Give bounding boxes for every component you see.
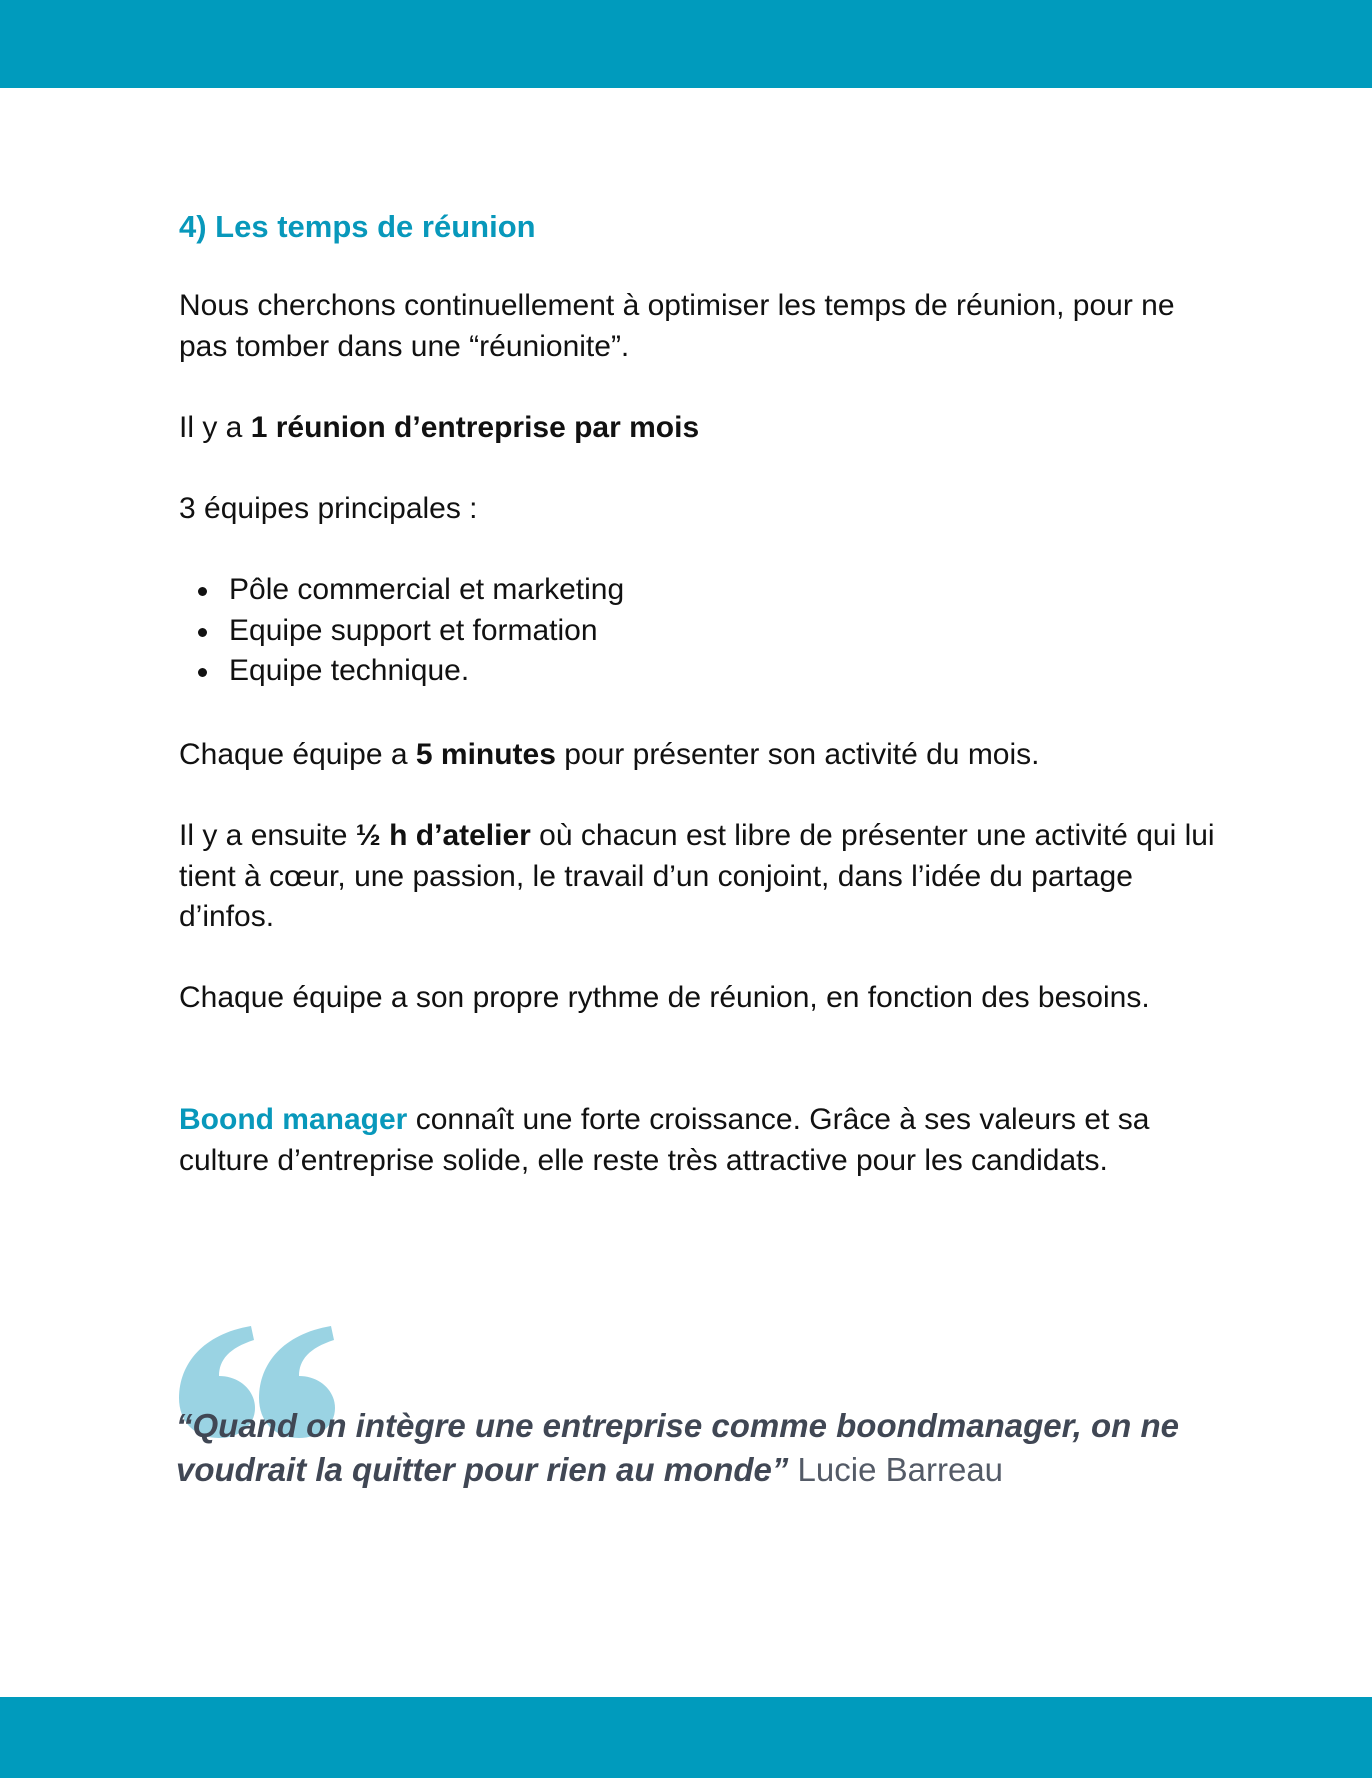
five-minutes-highlight: 5 minutes [415,738,556,771]
teams-list [179,570,624,692]
testimonial-quote [176,1404,1216,1492]
team-time-paragraph: Chaque équipe a 5 minutes pour présenter son activité du mois. [179,738,1040,771]
footer-band [0,1697,1372,1778]
monthly-meeting-highlight: 1 réunion d’entreprise par mois [250,411,700,444]
quote-author: Lucie Barreau [788,1451,1004,1488]
teams-intro: 3 équipes principales : [179,492,478,525]
atelier-highlight: ½ h d’atelier [355,819,531,852]
company-name: Boond manager [179,1103,408,1136]
company-paragraph: Boond manager connaît une forte croissance. Grâce à ses valeurs et sa culture d’entreprise solide, elle reste très attractive pour les candidats. [179,1103,1150,1177]
intro-paragraph: Nous cherchons continuellement à optimiser les temps de réunion, pour ne pas tomber dans une “réunionite”. [179,289,1175,363]
list-item: Equipe support et formation [179,611,624,652]
section-title: 4) Les temps de réunion [179,209,536,244]
quote-text: “Quand on intègre une entreprise comme boondmanager, on ne voudrait la quitter pour rien au monde” [176,1407,1179,1488]
monthly-meeting-paragraph: Il y a 1 réunion d’entreprise par mois [179,411,700,444]
list-item: Pôle commercial et marketing [179,570,624,611]
atelier-paragraph: Il y a ensuite ½ h d’atelier où chacun est libre de présenter une activité qui lui tient à cœur, une passion, le travail d’un conjoint, dans l’idée du partage d’infos. [179,819,1215,933]
rhythm-paragraph: Chaque équipe a son propre rythme de réunion, en fonction des besoins. [179,981,1150,1014]
list-item: Equipe technique. [179,651,624,692]
header-band [0,0,1372,88]
